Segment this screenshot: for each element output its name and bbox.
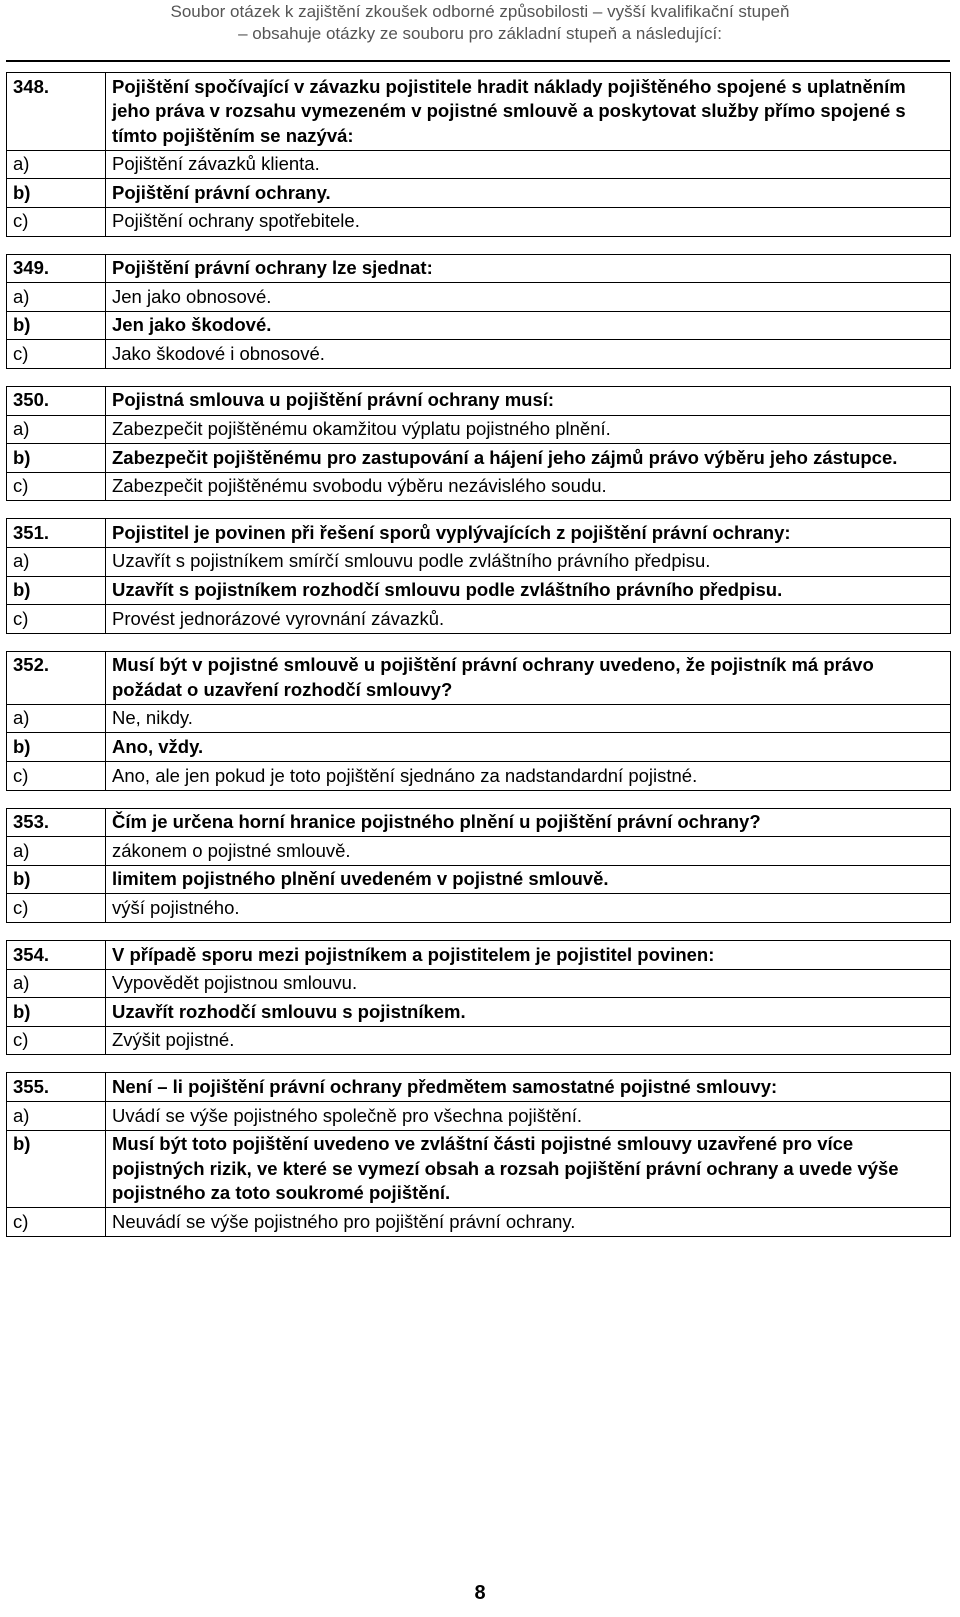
- answer-text: Zabezpečit pojištěnému svobodu výběru nezávislého soudu.: [106, 472, 951, 501]
- answer-row: [7, 311, 951, 340]
- question-number: 352.: [7, 651, 106, 704]
- answer-text-correct: Zabezpečit pojištěnému pro zastupování a hájení jeho zájmů právo výběru jeho zástupce.: [106, 444, 951, 473]
- question-block: [6, 72, 951, 237]
- answer-row: [7, 576, 951, 605]
- question-row: [7, 941, 951, 970]
- question-row: [7, 651, 951, 704]
- question-block: [6, 808, 951, 923]
- answer-row: [7, 1102, 951, 1131]
- answer-label: b): [7, 179, 106, 208]
- question-text: Pojistitel je povinen při řešení sporů vyplývajících z pojištění právní ochrany:: [106, 519, 951, 548]
- answer-label: a): [7, 283, 106, 312]
- answer-row: [7, 733, 951, 762]
- answer-label: b): [7, 311, 106, 340]
- answer-text-correct: limitem pojistného plnění uvedeném v pojistné smlouvě.: [106, 865, 951, 894]
- answer-label: b): [7, 1130, 106, 1208]
- question-text: V případě sporu mezi pojistníkem a pojistitelem je pojistitel povinen:: [106, 941, 951, 970]
- answer-text: Uvádí se výše pojistného společně pro všechna pojištění.: [106, 1102, 951, 1131]
- question-block: [6, 651, 951, 791]
- question-number: 353.: [7, 808, 106, 837]
- answer-text: zákonem o pojistné smlouvě.: [106, 837, 951, 866]
- answer-label: a): [7, 969, 106, 998]
- answer-text: Pojištění závazků klienta.: [106, 150, 951, 179]
- answer-text: Ano, ale jen pokud je toto pojištění sjednáno za nadstandardní pojistné.: [106, 762, 951, 791]
- answer-label: a): [7, 704, 106, 733]
- answer-label: c): [7, 894, 106, 923]
- answer-label: a): [7, 547, 106, 576]
- page-number: 8: [474, 1582, 486, 1604]
- answer-row: [7, 283, 951, 312]
- question-number: 349.: [7, 254, 106, 283]
- question-text: Pojištění právní ochrany lze sjednat:: [106, 254, 951, 283]
- answer-label: c): [7, 472, 106, 501]
- answer-label: c): [7, 207, 106, 236]
- answer-text: výší pojistného.: [106, 894, 951, 923]
- answer-text: Jako škodové i obnosové.: [106, 340, 951, 369]
- question-block: [6, 254, 951, 369]
- answer-text: Zabezpečit pojištěnému okamžitou výplatu pojistného plnění.: [106, 415, 951, 444]
- answer-label: a): [7, 837, 106, 866]
- answer-text-correct: Ano, vždy.: [106, 733, 951, 762]
- answer-text-correct: Uzavřít s pojistníkem rozhodčí smlouvu podle zvláštního právního předpisu.: [106, 576, 951, 605]
- question-row: [7, 519, 951, 548]
- question-number: 348.: [7, 73, 106, 151]
- answer-text-correct: Pojištění právní ochrany.: [106, 179, 951, 208]
- answer-row: [7, 704, 951, 733]
- question-text: Pojistná smlouva u pojištění právní ochrany musí:: [106, 386, 951, 415]
- answer-label: b): [7, 865, 106, 894]
- answer-text: Jen jako obnosové.: [106, 283, 951, 312]
- answer-text-correct: Uzavřít rozhodčí smlouvu s pojistníkem.: [106, 998, 951, 1027]
- answer-label: a): [7, 415, 106, 444]
- answer-row: [7, 865, 951, 894]
- question-block: [6, 940, 951, 1055]
- answer-row: [7, 207, 951, 236]
- answer-label: c): [7, 762, 106, 791]
- answer-label: c): [7, 340, 106, 369]
- answer-text: Uzavřít s pojistníkem smírčí smlouvu podle zvláštního právního předpisu.: [106, 547, 951, 576]
- answer-row: [7, 179, 951, 208]
- question-text: Musí být v pojistné smlouvě u pojištění právní ochrany uvedeno, že pojistník má právo požádat o uzavření rozhodčí smlouvy?: [106, 651, 951, 704]
- question-row: [7, 73, 951, 151]
- answer-label: a): [7, 150, 106, 179]
- answer-text: Ne, nikdy.: [106, 704, 951, 733]
- answer-text: Zvýšit pojistné.: [106, 1026, 951, 1055]
- answer-text: Pojištění ochrany spotřebitele.: [106, 207, 951, 236]
- header-divider: [6, 60, 950, 62]
- question-row: [7, 808, 951, 837]
- question-text: Není – li pojištění právní ochrany předmětem samostatné pojistné smlouvy:: [106, 1073, 951, 1102]
- question-number: 355.: [7, 1073, 106, 1102]
- question-block: [6, 1072, 951, 1237]
- question-list: [6, 72, 951, 1254]
- answer-text: Provést jednorázové vyrovnání závazků.: [106, 605, 951, 634]
- question-row: [7, 1073, 951, 1102]
- answer-text-correct: Jen jako škodové.: [106, 311, 951, 340]
- header-title-line-1: Soubor otázek k zajištění zkoušek odborné způsobilosti – vyšší kvalifikační stupeň: [170, 2, 790, 21]
- question-row: [7, 254, 951, 283]
- answer-row: [7, 340, 951, 369]
- answer-label: a): [7, 1102, 106, 1131]
- answer-row: [7, 444, 951, 473]
- answer-label: b): [7, 444, 106, 473]
- answer-label: c): [7, 1026, 106, 1055]
- answer-row: [7, 1026, 951, 1055]
- answer-row: [7, 969, 951, 998]
- answer-text: Neuvádí se výše pojistného pro pojištění právní ochrany.: [106, 1208, 951, 1237]
- answer-label: c): [7, 1208, 106, 1237]
- answer-row: [7, 998, 951, 1027]
- question-text: Pojištění spočívající v závazku pojistitele hradit náklady pojištěného spojené s uplatněním jeho práva v rozsahu vymezeném v pojistné smlouvě a poskytovat služby přímo spojené s tímto pojištěním se nazývá:: [106, 73, 951, 151]
- answer-text: Vypovědět pojistnou smlouvu.: [106, 969, 951, 998]
- answer-row: [7, 1130, 951, 1208]
- answer-row: [7, 472, 951, 501]
- question-number: 354.: [7, 941, 106, 970]
- answer-text-correct: Musí být toto pojištění uvedeno ve zvláštní části pojistné smlouvy uzavřené pro více pojistných rizik, ve které se vymezí obsah a rozsah pojištění právní ochrany a uvede výše pojistného za toto soukromé pojištění.: [106, 1130, 951, 1208]
- answer-row: [7, 837, 951, 866]
- answer-label: b): [7, 733, 106, 762]
- header-title-line-2: – obsahuje otázky ze souboru pro základní stupeň a následující:: [238, 24, 722, 43]
- question-number: 350.: [7, 386, 106, 415]
- answer-row: [7, 762, 951, 791]
- answer-label: b): [7, 998, 106, 1027]
- question-block: [6, 386, 951, 501]
- question-row: [7, 386, 951, 415]
- answer-row: [7, 1208, 951, 1237]
- answer-row: [7, 415, 951, 444]
- answer-row: [7, 547, 951, 576]
- answer-label: b): [7, 576, 106, 605]
- question-text: Čím je určena horní hranice pojistného plnění u pojištění právní ochrany?: [106, 808, 951, 837]
- answer-row: [7, 150, 951, 179]
- question-number: 351.: [7, 519, 106, 548]
- answer-row: [7, 605, 951, 634]
- answer-label: c): [7, 605, 106, 634]
- answer-row: [7, 894, 951, 923]
- question-block: [6, 518, 951, 633]
